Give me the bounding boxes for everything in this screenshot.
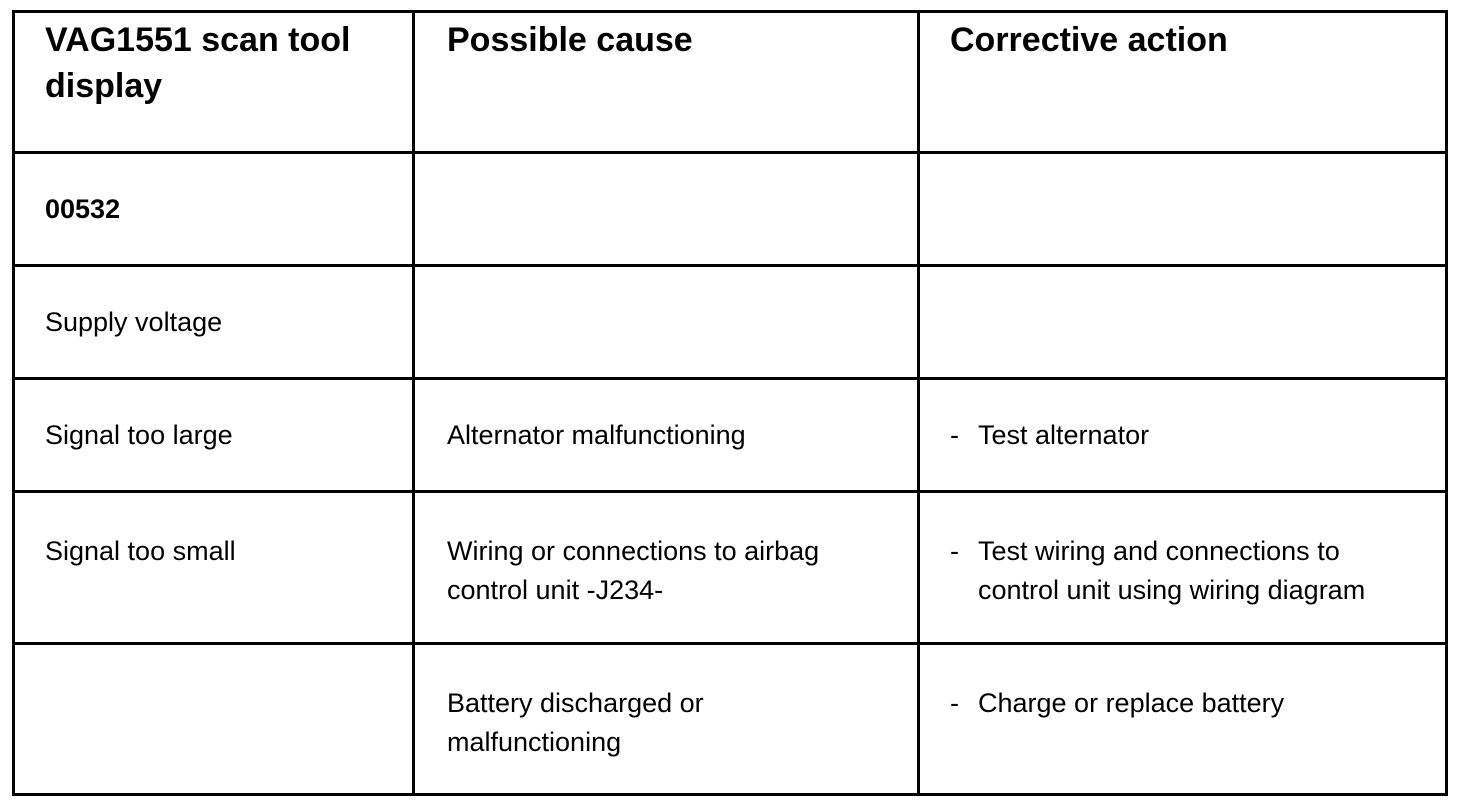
row-4-action (920, 493, 1445, 645)
cause-text: Wiring or connections to airbag control unit -J234- (447, 536, 820, 605)
row-1-action (920, 154, 1445, 267)
display-text: Supply voltage (45, 306, 223, 337)
cause-text: Battery discharged or malfunctioning (447, 688, 704, 757)
row-1-display (15, 154, 415, 267)
action-bullet (950, 416, 1149, 455)
diagnostic-table (12, 10, 1448, 796)
bullet-dash: - (950, 536, 959, 566)
header-label: VAG1551 scan tool display (45, 21, 351, 105)
row-2-action (920, 267, 1445, 380)
bullet-dash: - (950, 688, 959, 718)
row-1-cause (415, 154, 920, 267)
action-text: Charge or replace battery (978, 688, 1285, 718)
header-corrective-action (920, 13, 1445, 154)
display-text: Signal too large (45, 419, 233, 450)
row-5-display (15, 645, 415, 793)
row-4-display (15, 493, 415, 645)
action-bullet (950, 684, 1284, 723)
cause-text: Alternator malfunctioning (447, 419, 746, 450)
fault-code: 00532 (45, 193, 121, 224)
action-bullet (950, 532, 1428, 610)
action-text: Test alternator (978, 419, 1150, 450)
row-5-cause (415, 645, 920, 793)
header-possible-cause (415, 13, 920, 154)
row-3-cause (415, 380, 920, 493)
row-5-action (920, 645, 1445, 793)
header-label: Possible cause (447, 21, 693, 59)
header-scan-tool-display (15, 13, 415, 154)
row-2-display (15, 267, 415, 380)
row-4-cause (415, 493, 920, 645)
action-text: Test wiring and connections to control unit using wiring diagram (978, 536, 1366, 605)
bullet-dash: - (950, 419, 959, 450)
display-text: Signal too small (45, 536, 236, 566)
row-2-cause (415, 267, 920, 380)
row-3-display (15, 380, 415, 493)
header-label: Corrective action (950, 21, 1228, 59)
row-3-action (920, 380, 1445, 493)
